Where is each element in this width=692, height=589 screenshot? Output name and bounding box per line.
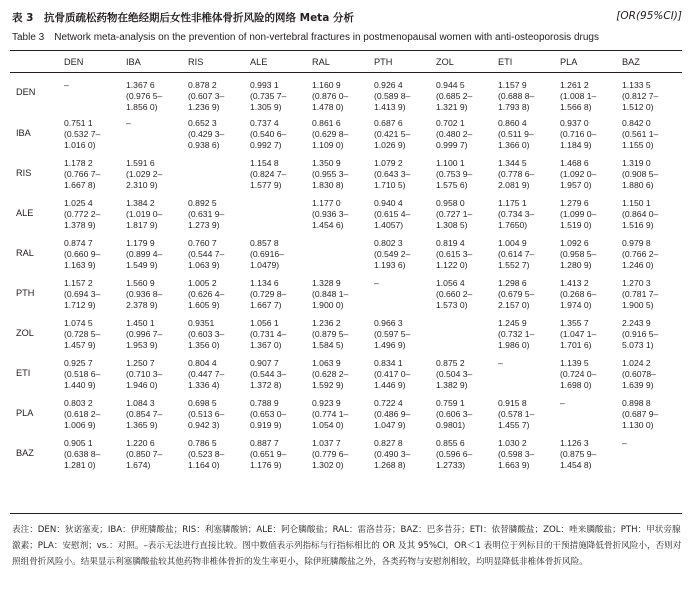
row-header: RIS	[16, 167, 32, 178]
table-cell: 1.560 9 (0.936 8– 2.378 9)	[126, 278, 163, 310]
table-cell: 1.178 2 (0.766 7– 1.667 8)	[64, 158, 101, 190]
table-cell: 1.133 5 (0.812 7– 1.512 0)	[622, 80, 659, 112]
table-row	[10, 72, 682, 113]
table-cell: –	[64, 80, 69, 90]
table-cell: 1.250 7 (0.710 3– 1.946 0)	[126, 358, 163, 390]
table-cell: 0.788 9 (0.653 0– 0.919 9)	[250, 398, 287, 430]
table-cell: 0.898 8 (0.687 9– 1.130 0)	[622, 398, 659, 430]
table-cell: 1.100 1 (0.753 9– 1.575 6)	[436, 158, 473, 190]
table-row	[10, 393, 682, 433]
row-header: IBA	[16, 127, 31, 138]
table-cell: 0.979 8 (0.766 2– 1.246 0)	[622, 238, 659, 270]
table-row	[10, 273, 682, 313]
table-cell: 1.350 9 (0.955 3– 1.830 8)	[312, 158, 349, 190]
table-cell: 0.892 5 (0.631 9– 1.273 9)	[188, 198, 225, 230]
table-cell: 1.450 1 (0.996 7– 1.953 9)	[126, 318, 163, 350]
table-cell: 1.005 2 (0.626 4– 1.605 9)	[188, 278, 225, 310]
table-cell: 0.9351 (0.603 3– 1.356 0)	[188, 318, 225, 350]
table-cell: 0.926 4 (0.589 8– 1.413 9)	[374, 80, 411, 112]
table-cell: 1.319 0 (0.908 5– 1.880 6)	[622, 158, 659, 190]
table-cell: 0.751 1 (0.532 7– 1.016 0)	[64, 118, 101, 150]
table-cell: –	[560, 398, 565, 408]
table-cell: 0.702 1 (0.480 2– 0.999 7)	[436, 118, 473, 150]
row-header: ALE	[16, 207, 34, 218]
table-cell: 0.861 6 (0.629 8– 1.109 0)	[312, 118, 349, 150]
table-cell: 1.056 1 (0.731 4– 1.367 0)	[250, 318, 287, 350]
table-cell: 0.652 3 (0.429 3– 0.938 6)	[188, 118, 225, 150]
table-cell: 1.092 6 (0.958 5– 1.280 9)	[560, 238, 597, 270]
table-cell: 0.875 2 (0.504 3– 1.382 9)	[436, 358, 473, 390]
table-cell: 0.887 7 (0.651 9– 1.176 9)	[250, 438, 287, 470]
table-row	[10, 153, 682, 193]
table-cell: –	[126, 118, 131, 128]
table-cell: 1.344 5 (0.778 6– 2.081 9)	[498, 158, 535, 190]
row-header: DEN	[16, 87, 36, 97]
table-cell: 1.468 6 (1.092 0– 1.957 0)	[560, 158, 597, 190]
table-cell: 1.160 9 (0.876 0– 1.478 0)	[312, 80, 349, 112]
table-cell: 1.024 2 (0.6078– 1.639 9)	[622, 358, 656, 390]
table-cell: 1.328 9 (0.848 1– 1.900 0)	[312, 278, 349, 310]
table-cell: –	[498, 358, 503, 368]
table-cell: 1.056 4 (0.660 2– 1.573 0)	[436, 278, 473, 310]
table-cell: 1.413 2 (0.268 6– 1.974 0)	[560, 278, 597, 310]
row-header: ZOL	[16, 327, 34, 338]
table-cell: 1.030 2 (0.598 3– 1.663 9)	[498, 438, 535, 470]
table-row	[10, 233, 682, 273]
column-header: IBA	[126, 56, 141, 67]
table-cell: 0.802 3 (0.549 2– 1.193 6)	[374, 238, 411, 270]
table-cell: 0.874 7 (0.660 9– 1.163 9)	[64, 238, 101, 270]
table-cell: 1.074 5 (0.728 5– 1.457 9)	[64, 318, 101, 350]
table-cell: 0.722 4 (0.486 9– 1.047 9)	[374, 398, 411, 430]
column-header: ZOL	[436, 56, 454, 67]
table-cell	[308, 233, 370, 273]
table-cell: –	[374, 278, 379, 288]
column-header: RAL	[312, 56, 330, 67]
table-cell: 0.878 2 (0.607 3– 1.236 9)	[188, 80, 225, 112]
table-footnote: 表注：DEN：狄诺塞麦；IBA：伊班膦酸盐；RIS：利塞膦酸钠；ALE：阿仑膦酸盐；RAL：雷洛昔芬；BAZ：巴多昔芬；ETI：依替膦酸盐；ZOL：唑来膦酸盐；PTH：甲状旁腺激素；PLA：安慰剂；vs.：对照。–表示无法进行直接比较。图中数值表示列指标与行指标相比的 OR 及其 95%CI，OR＜1 表明位于列标目的干预措施降低骨折风险小，否则对照组骨折风险小。结果显示利塞膦酸盐较其他药物非椎体骨折的发生率更小，除伊班膦酸盐之外，各类药物与安慰剂相较，均明显降低非椎体骨折风险。	[12, 525, 682, 567]
table-cell: 0.698 5 (0.513 6– 0.942 3)	[188, 398, 225, 430]
table-cell: 0.759 1 (0.606 3– 0.9801)	[436, 398, 473, 430]
table-cell: 1.157 2 (0.694 3– 1.712 9)	[64, 278, 101, 310]
table-cell: 0.860 4 (0.511 9– 1.366 0)	[498, 118, 534, 150]
table-cell: 1.037 7 (0.779 6– 1.302 0)	[312, 438, 349, 470]
table-cell: 1.384 2 (1.019 0– 1.817 9)	[126, 198, 163, 230]
table-cell: 0.760 7 (0.544 7– 1.063 9)	[188, 238, 225, 270]
table-cell: 1.134 6 (0.729 8– 1.667 7)	[250, 278, 287, 310]
table-cell: 0.827 8 (0.490 3– 1.268 8)	[374, 438, 411, 470]
table-cell: 0.803 2 (0.618 2– 1.006 9)	[64, 398, 101, 430]
table-cell: 1.150 1 (0.864 0– 1.516 9)	[622, 198, 659, 230]
column-header: ALE	[250, 56, 268, 67]
table-unit-label: [OR(95%CI)]	[616, 10, 682, 22]
table-cell: 1.367 6 (0.976 5– 1.856 0)	[126, 80, 163, 112]
table-cell: 1.177 0 (0.936 3– 1.454 6)	[312, 198, 349, 230]
table-cell: 0.737 4 (0.540 6– 0.992 7)	[250, 118, 287, 150]
table-cell: 1.591 6 (1.029 2– 2.310 9)	[126, 158, 163, 190]
table-cell: 1.298 6 (0.679 5– 2.157 0)	[498, 278, 535, 310]
table-cell: 0.940 4 (0.615 4– 1.4057)	[374, 198, 411, 230]
table-cell: 1.220 6 (0.850 7– 1.674)	[126, 438, 163, 470]
table-cell: 0.925 7 (0.518 6– 1.440 9)	[64, 358, 101, 390]
table-cell: 0.834 1 (0.417 0– 1.446 9)	[374, 358, 411, 390]
table-cell: 0.937 0 (0.716 0– 1.184 9)	[560, 118, 597, 150]
table-body	[10, 72, 682, 473]
table-row	[10, 313, 682, 353]
table-cell: 1.025 4 (0.772 2– 1.378 9)	[64, 198, 101, 230]
table-cell: 0.923 9 (0.774 1– 1.054 0)	[312, 398, 349, 430]
table-cell: 1.139 5 (0.724 0– 1.698 0)	[560, 358, 597, 390]
table-cell: 0.993 1 (0.735 7– 1.305 9)	[250, 80, 287, 112]
table-cell: 0.907 7 (0.544 3– 1.372 8)	[250, 358, 287, 390]
table-caption-english: Table 3 Network meta-analysis on the prevention of non-vertebral fractures in postmenopausal women with anti-osteoporosis drugs	[12, 32, 599, 43]
table-cell: 0.804 4 (0.447 7– 1.336 4)	[188, 358, 225, 390]
table-row	[10, 113, 682, 153]
table-cell: 1.084 3 (0.854 7– 1.365 9)	[126, 398, 163, 430]
table-cell: 1.175 1 (0.734 3– 1.7650)	[498, 198, 535, 230]
table-cell: 0.687 6 (0.421 5– 1.026 9)	[374, 118, 411, 150]
table-cell: 0.786 5 (0.523 8– 1.164 0)	[188, 438, 225, 470]
table-cell: 0.842 0 (0.561 1– 1.155 0)	[622, 118, 659, 150]
table-cell: 0.966 3 (0.597 5– 1.496 9)	[374, 318, 411, 350]
row-header: ETI	[16, 367, 31, 378]
table-cell: 1.270 3 (0.781 7– 1.900 5)	[622, 278, 659, 310]
column-header: BAZ	[622, 56, 640, 67]
network-meta-analysis-table	[10, 52, 682, 473]
table-cell: 1.063 9 (0.628 2– 1.592 9)	[312, 358, 349, 390]
row-header: PLA	[16, 407, 34, 418]
bottom-rule	[10, 513, 682, 514]
table-cell: 1.261 2 (1.008 1– 1.566 8)	[560, 80, 597, 112]
column-header: PLA	[560, 56, 578, 67]
table-cell: 1.355 7 (1.047 1– 1.701 6)	[560, 318, 597, 350]
table-cell: 0.855 6 (0.596 6– 1.2733)	[436, 438, 473, 470]
table-cell	[246, 193, 308, 233]
table-cell: 1.004 9 (0.614 7– 1.552 7)	[498, 238, 535, 270]
table-cell: 1.236 2 (0.879 5– 1.584 5)	[312, 318, 349, 350]
table-row	[10, 193, 682, 233]
table-cell: 0.915 8 (0.578 1– 1.455 7)	[498, 398, 535, 430]
table-cell: 1.157 9 (0.688 8– 1.793 8)	[498, 80, 535, 112]
table-cell: 0.819 4 (0.615 3– 1.122 0)	[436, 238, 473, 270]
table-cell: 2.243 9 (0.916 5– 5.073 1)	[622, 318, 659, 350]
column-header: DEN	[64, 56, 84, 67]
table-caption-chinese: 表 3 抗骨质疏松药物在绝经期后女性非椎体骨折风险的网络 Meta 分析	[12, 12, 354, 24]
column-header: PTH	[374, 56, 393, 67]
table-row	[10, 433, 682, 473]
table-header-row	[10, 52, 682, 72]
table-cell	[432, 313, 494, 353]
table-cell: 0.944 5 (0.685 2– 1.321 9)	[436, 80, 473, 112]
table-cell: 0.857 8 (0.6916– 1.0479)	[250, 238, 284, 270]
table-cell: 1.179 9 (0.899 4– 1.549 9)	[126, 238, 163, 270]
row-header: RAL	[16, 247, 34, 258]
table-cell: –	[622, 438, 627, 448]
table-cell	[184, 153, 246, 193]
table-cell: 1.154 8 (0.824 7– 1.577 9)	[250, 158, 287, 190]
table-row	[10, 353, 682, 393]
table-cell: 0.905 1 (0.638 8– 1.281 0)	[64, 438, 101, 470]
table-cell: 0.958 0 (0.727 1– 1.308 5)	[436, 198, 473, 230]
table-cell: 1.079 2 (0.643 3– 1.710 5)	[374, 158, 411, 190]
table-cell: 1.126 3 (0.875 9– 1.454 8)	[560, 438, 597, 470]
row-header: PTH	[16, 287, 35, 298]
column-header: ETI	[498, 56, 513, 67]
table-cell: 1.245 9 (0.732 1– 1.986 0)	[498, 318, 535, 350]
column-header: RIS	[188, 56, 204, 67]
row-header: BAZ	[16, 447, 34, 458]
header-corner-cell	[10, 52, 60, 72]
table-cell: 1.279 6 (1.099 0– 1.519 0)	[560, 198, 597, 230]
